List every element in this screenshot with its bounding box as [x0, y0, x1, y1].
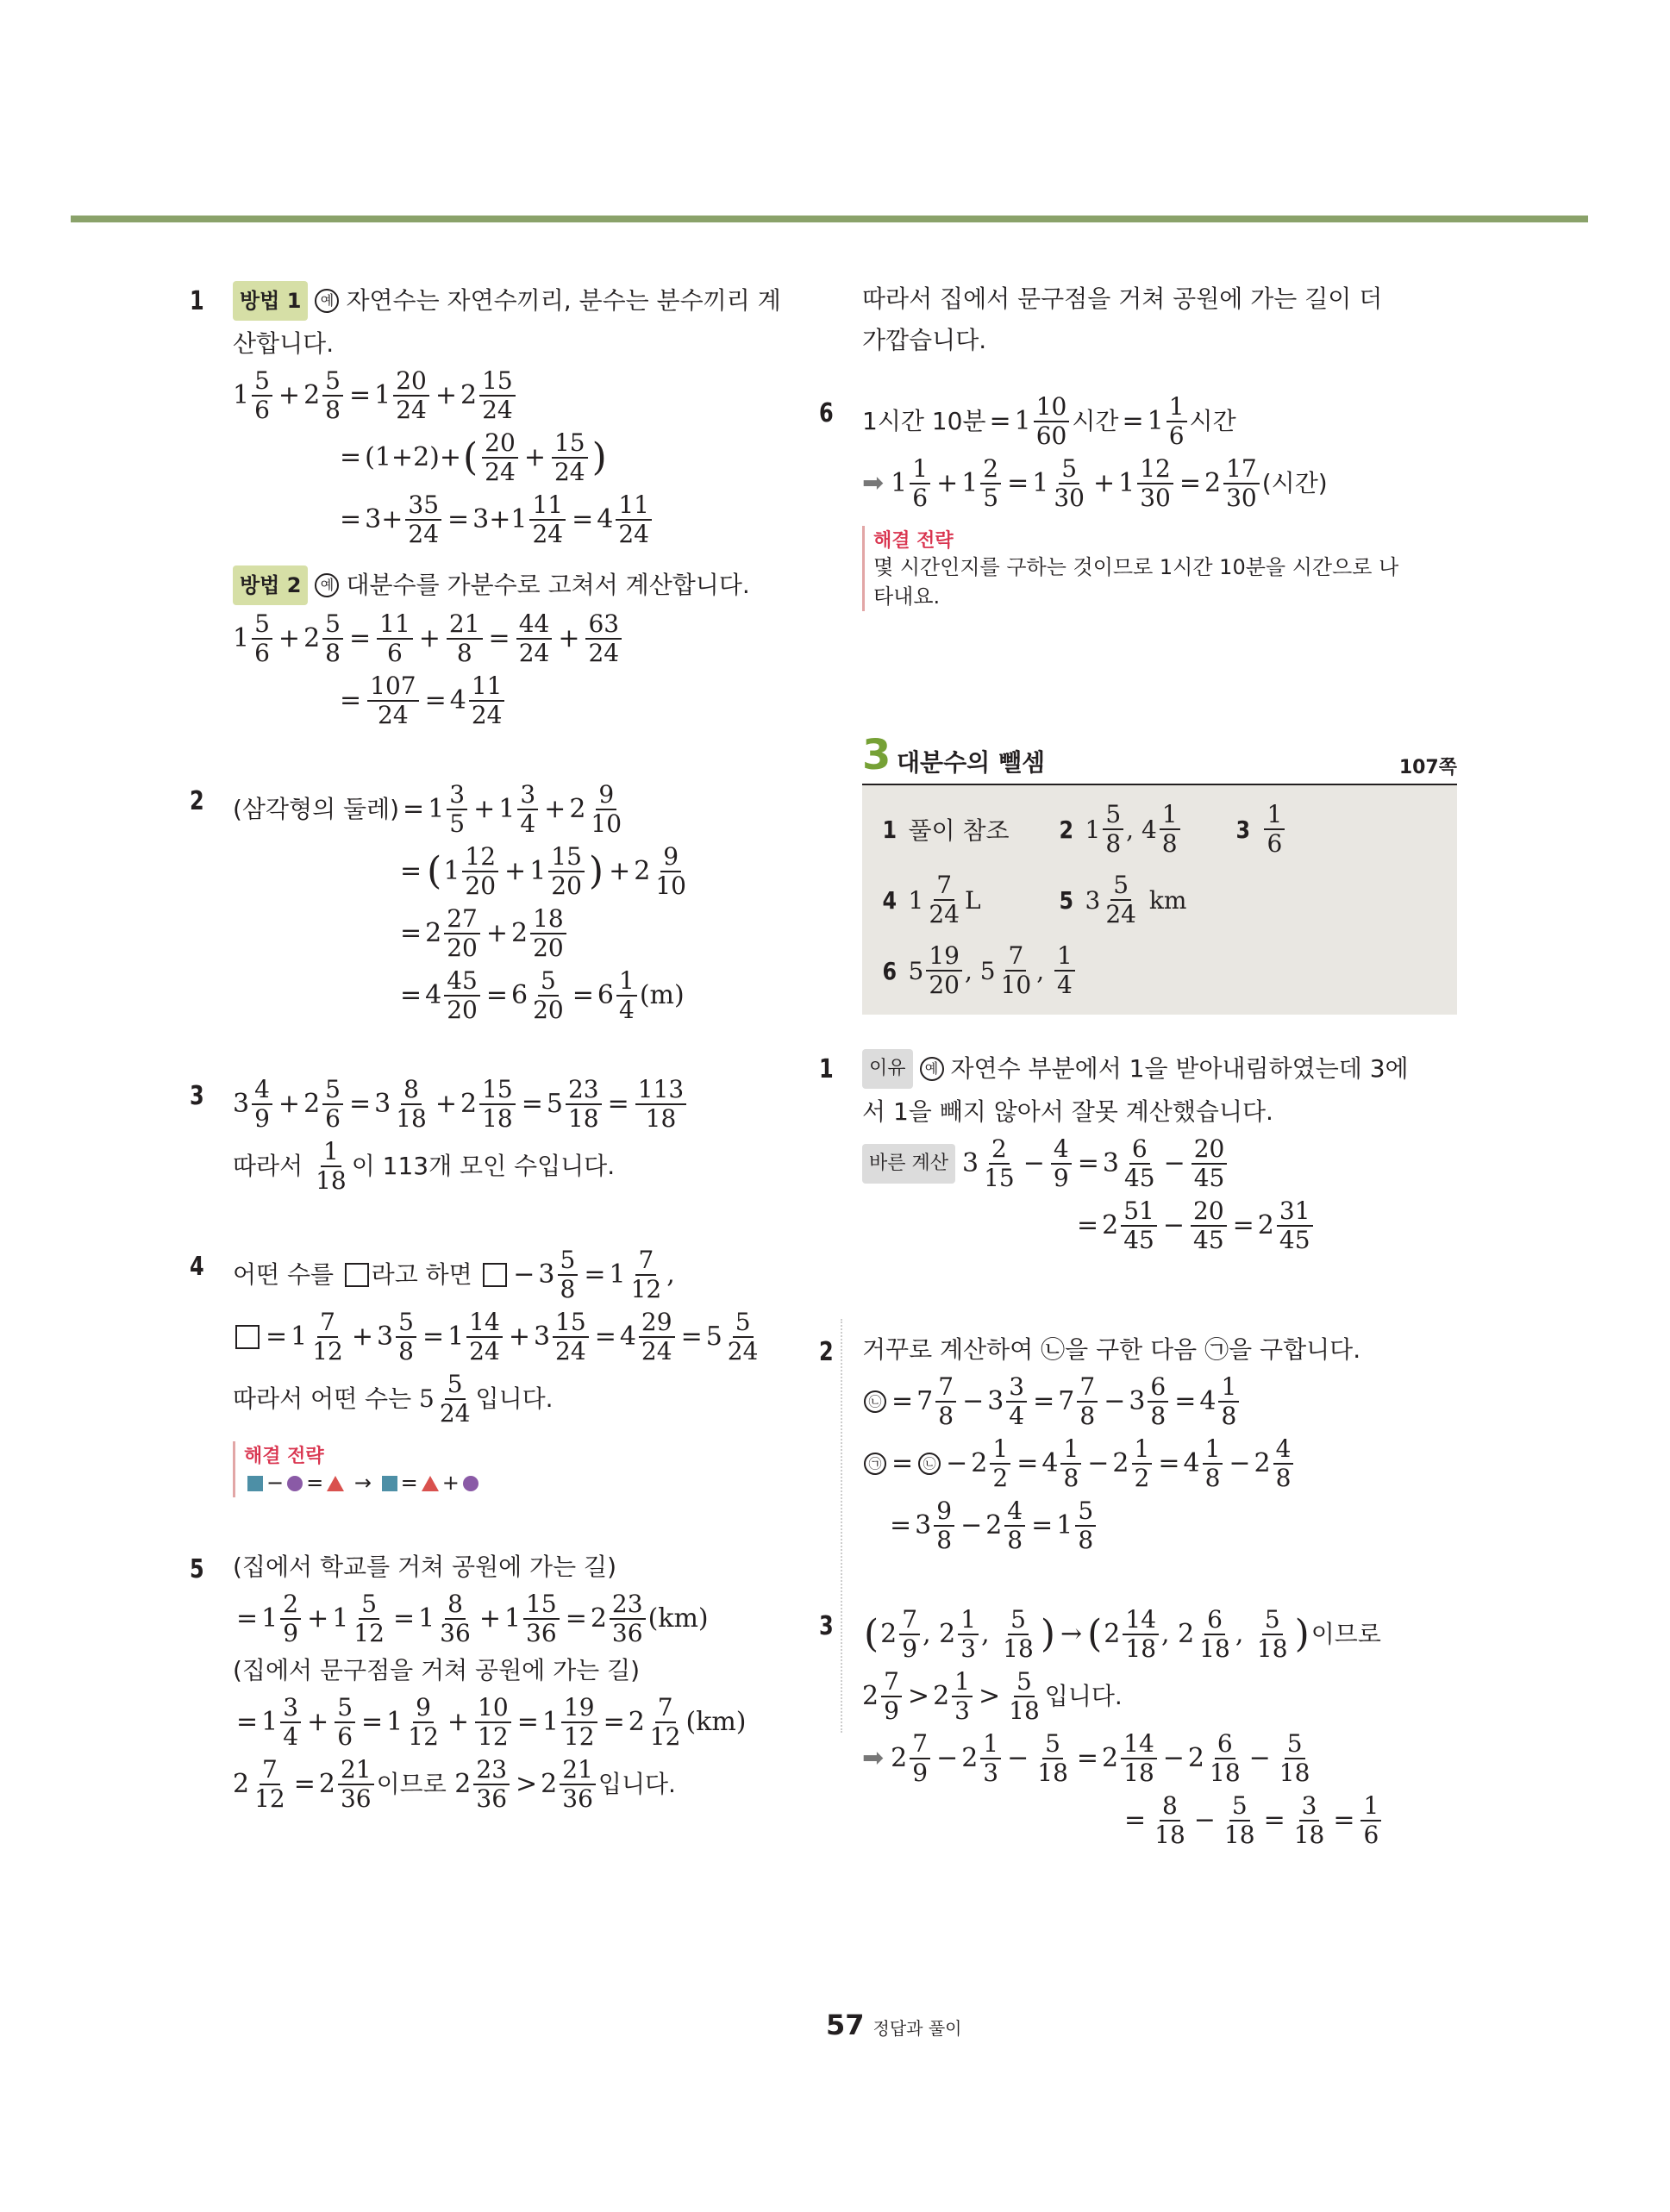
- answer-number: 3: [1235, 815, 1251, 844]
- problem-5-continued: [862, 281, 1457, 359]
- question-3: [819, 1605, 1457, 1849]
- equation-line: = 3+ $\frac{35}{24}$ = 3+1 $\frac{11}{24}$ = 4 $\frac{11}{24}$: [233, 491, 836, 548]
- triangle-shape-icon: [327, 1476, 344, 1491]
- answer-unit: L: [964, 885, 981, 915]
- blank-box: [235, 1325, 260, 1349]
- conclusion-text: 이 113개 모인 수입니다.: [351, 1152, 616, 1180]
- answer-item: 3 $\frac{1}{6}$: [1235, 801, 1287, 858]
- equation-line: 3 $\frac{4}{9}$ + 2 $\frac{5}{6}$ = 3 $\frac{8}{18}$ + 2 $\frac{15}{18}$ = 5 $\frac{23}{18}$ = $\frac{113}{18}$: [233, 1076, 836, 1133]
- answer-item: 2 1 $\frac{5}{8}$ , 4 $\frac{1}{8}$: [1058, 801, 1235, 858]
- answer-number: 5: [1059, 885, 1074, 915]
- answer-row: [881, 865, 1438, 935]
- shape-rule: − = → = +: [244, 1468, 836, 1497]
- route-label: (집에서 문구점을 거쳐 공원에 가는 길): [233, 1656, 641, 1684]
- answer-row: [881, 794, 1438, 865]
- strategy-box: [862, 526, 1457, 611]
- connector-text: 이므로: [376, 1770, 447, 1798]
- problem-number: 1: [819, 1054, 834, 1084]
- problem-text: 라고 하면: [371, 1260, 472, 1289]
- equation-line: = $\frac{8}{18}$ − $\frac{5}{18}$ = $\frac{3}{18}$ = $\frac{1}{6}$: [862, 1792, 1457, 1849]
- problem-2: [190, 780, 836, 1024]
- time-label: 1시간 10분: [862, 407, 986, 435]
- problem-text: 어떤 수를: [233, 1260, 335, 1289]
- problem-3: [190, 1075, 836, 1195]
- section-number: 3: [862, 731, 891, 779]
- circle-shape-icon: [463, 1476, 478, 1491]
- answer-row: [881, 935, 1438, 1006]
- strategy-title: 해결 전략: [873, 530, 954, 552]
- conclusion: 따라서 $\frac{1}{18}$ 이 113개 모인 수입니다.: [233, 1137, 616, 1195]
- method-text: 자연수는 자연수끼리, 분수는 분수끼리 계: [346, 286, 781, 315]
- correct-calc-tag: 바른 계산: [862, 1144, 955, 1184]
- answer-number: 4: [882, 885, 898, 915]
- equation-line: 1시간 10분 = 1 $\frac{10}{60}$ 시간 = 1 $\frac{1}{6}$ 시간: [862, 392, 1236, 450]
- problem-1-intro: [233, 281, 836, 321]
- strategy-box: [233, 1441, 836, 1497]
- column-divider: [841, 1319, 842, 1733]
- reason-text: 자연수 부분에서 1을 받아내림하였는데 3에: [950, 1054, 1409, 1083]
- equation-line: 1 $\frac{5}{6}$ + 2 $\frac{5}{8}$ = $\frac{11}{6}$ + $\frac{21}{8}$ = $\frac{44}{24}$ + $\frac{63}{24}$: [233, 610, 836, 667]
- answer-number: 2: [1059, 815, 1074, 844]
- equation-line: = 4 $\frac{45}{20}$ = 6 $\frac{5}{20}$ = 6 $\frac{1}{4}$ (m): [400, 966, 685, 1024]
- equation-line: ㉡ = 7 $\frac{7}{8}$ − 3 $\frac{3}{4}$ = 7 $\frac{7}{8}$ − 3 $\frac{6}{8}$ = 4 $\frac{1}{8}$: [862, 1373, 1457, 1430]
- right-column: [819, 276, 1457, 1901]
- method-text-cont: 산합니다.: [233, 329, 335, 358]
- problem-number: 3: [819, 1611, 834, 1641]
- blank-box: [483, 1263, 507, 1287]
- left-column: [190, 276, 836, 1865]
- conclusion-text: 가깝습니다.: [862, 326, 987, 354]
- answer-number: 6: [882, 956, 898, 985]
- equation-line: 2 $\frac{7}{9}$ > 2 $\frac{1}{3}$ > $\frac{5}{18}$ 입니다.: [862, 1667, 1123, 1725]
- question-2: [819, 1332, 1457, 1554]
- circled-label: ㉡: [918, 1453, 941, 1475]
- equation-line: = 2 $\frac{27}{20}$ + 2 $\frac{18}{20}$: [233, 905, 836, 962]
- circle-shape-icon: [287, 1476, 303, 1491]
- equation-line: = 1 $\frac{7}{12}$ + 3 $\frac{5}{8}$ = 1 $\frac{14}{24}$ + 3 $\frac{15}{24}$ = 4 $\frac{29}{24}$ = 5 $\frac{5}{24}$: [233, 1309, 836, 1365]
- route-label: (집에서 학교를 거쳐 공원에 가는 길): [233, 1553, 617, 1581]
- page-label: 정답과 풀이: [873, 2018, 962, 2039]
- problem-number: 2: [190, 786, 204, 816]
- reason-line: [862, 1049, 1457, 1089]
- problem-5: [190, 1549, 836, 1813]
- unit: 시간: [1189, 407, 1236, 435]
- equation-line: = 1 $\frac{2}{9}$ + 1 $\frac{5}{12}$ = 1 $\frac{8}{36}$ + 1 $\frac{15}{36}$ = 2 $\frac{23}{36}$ (km): [236, 1590, 709, 1647]
- method-2: [233, 565, 836, 605]
- reason-tag: 이유: [862, 1049, 913, 1089]
- section-header: [862, 732, 1457, 785]
- triangle-shape-icon: [422, 1476, 439, 1491]
- problem-6: [819, 392, 1457, 611]
- problem-number: 4: [190, 1252, 204, 1282]
- unit: (km): [685, 1707, 747, 1737]
- equation-line: ➡ 1 $\frac{1}{6}$ + 1 $\frac{2}{5}$ = 1 $\frac{5}{30}$ + 1 $\frac{12}{30}$ = 2 $\frac{17}{30}$ (시간): [862, 454, 1328, 512]
- equation-line: 바른 계산 3 $\frac{2}{15}$ − $\frac{4}{9}$ = 3 $\frac{6}{45}$ − $\frac{20}{45}$: [862, 1135, 1457, 1192]
- equation-line: = (1+2)+ ( $\frac{20}{24}$ + $\frac{15}{24}$ ): [340, 428, 607, 486]
- answer-box: [862, 785, 1457, 1015]
- answer-item: 4 1 $\frac{7}{24}$ L: [882, 871, 981, 928]
- blank-box: [345, 1263, 369, 1287]
- equation-line: 2 $\frac{7}{12}$ = 2 $\frac{21}{36}$ 이므로 2 $\frac{23}{36}$ > 2 $\frac{21}{36}$ 입니다.: [233, 1755, 676, 1813]
- equation-line: = ( 1 $\frac{12}{20}$ + 1 $\frac{15}{20}$ ) + 2 $\frac{9}{10}$: [400, 842, 686, 900]
- problem-4: [190, 1246, 836, 1497]
- problem-1: [190, 281, 836, 729]
- problem-number: 2: [819, 1337, 834, 1367]
- equation-line: ( 2 $\frac{7}{9}$ , 2 $\frac{1}{3}$ , $\frac{5}{18}$ ) → ( 2 $\frac{14}{18}$ , 2 $\frac{6}{18}$ , $\frac{5}{18}$ ) 이므로: [864, 1605, 1381, 1663]
- equation-line: (삼각형의 둘레) = 1 $\frac{3}{5}$ + 1 $\frac{3}{4}$ + 2 $\frac{9}{10}$: [233, 780, 622, 838]
- strategy-text: 몇 시간인지를 구하는 것이므로 1시간 10분을 시간으로 나: [873, 555, 1399, 579]
- method-text: 대분수를 가분수로 고쳐서 계산합니다.: [346, 571, 750, 599]
- unit: (km): [647, 1603, 709, 1634]
- unit: 시간: [1072, 407, 1119, 435]
- square-shape-icon: [382, 1476, 397, 1491]
- section-page: 107쪽: [1398, 757, 1457, 778]
- connector-text: 이므로: [1310, 1620, 1381, 1648]
- problem-number: 3: [190, 1081, 204, 1111]
- perimeter-label: (삼각형의 둘레): [233, 795, 400, 823]
- answer-item: [881, 812, 1058, 847]
- page-footer: [826, 2009, 962, 2041]
- unit: (시간): [1261, 469, 1328, 497]
- header-rule: [71, 216, 1588, 222]
- equation-line: ➡ 2 $\frac{7}{9}$ − 2 $\frac{1}{3}$ − $\frac{5}{18}$ = 2 $\frac{14}{18}$ − 2 $\frac{6}{18}$ − $\frac{5}{18}$: [862, 1729, 1310, 1787]
- equation-line: ㉠ = ㉡ − 2 $\frac{1}{2}$ = 4 $\frac{1}{8}$ − 2 $\frac{1}{2}$ = 4 $\frac{1}{8}$ − 2 $\frac{4}{8}$: [862, 1435, 1457, 1492]
- answer-value: 풀이 참조: [908, 816, 1010, 845]
- equation-line: 1 $\frac{5}{6}$ + 2 $\frac{5}{8}$ = 1 $\frac{20}{24}$ + 2 $\frac{15}{24}$: [233, 367, 836, 424]
- equation-line: 어떤 수를 라고 하면 − 3 $\frac{5}{8}$ = 1 $\frac{7}{12}$ ,: [233, 1246, 675, 1303]
- reason-text: 서 1을 빼지 않아서 잘못 계산했습니다.: [862, 1097, 1273, 1126]
- example-mark: 예: [315, 573, 339, 597]
- arrow-icon: ➡: [862, 468, 885, 498]
- connector-text: 입니다.: [597, 1770, 676, 1798]
- problem-text: 거꾸로 계산하여 ㉡을 구한 다음 ㉠을 구합니다.: [862, 1335, 1361, 1364]
- example-mark: 예: [920, 1057, 944, 1081]
- method-tag: 방법 2: [233, 565, 308, 605]
- section-title: 대분수의 뺄셈: [897, 748, 1046, 777]
- circled-label: ㉡: [864, 1390, 886, 1413]
- connector-text: 입니다.: [1044, 1682, 1123, 1710]
- strategy-text: 타내요.: [873, 584, 941, 609]
- arrow-icon: ➡: [862, 1743, 885, 1773]
- conclusion-text: 입니다.: [475, 1384, 554, 1413]
- unit: (m): [639, 980, 685, 1010]
- problem-number: 5: [190, 1554, 204, 1584]
- equation-line: = $\frac{107}{24}$ = 4 $\frac{11}{24}$: [233, 672, 836, 729]
- conclusion-text: 따라서 집에서 문구점을 거쳐 공원에 가는 길이 더: [862, 284, 1383, 313]
- answer-unit: km: [1148, 885, 1187, 915]
- equation-line: = 1 $\frac{3}{4}$ + $\frac{5}{6}$ = 1 $\frac{9}{12}$ + $\frac{10}{12}$ = 1 $\frac{19}{12}$ = 2 $\frac{7}{12}$ (km): [236, 1693, 747, 1751]
- strategy-title: 해결 전략: [244, 1446, 324, 1467]
- question-1: [819, 1049, 1457, 1254]
- problem-number: 1: [190, 286, 204, 316]
- square-shape-icon: [247, 1476, 263, 1491]
- answer-item: 5 3 $\frac{5}{24}$ km: [1059, 871, 1187, 928]
- method-tag: 방법 1: [233, 281, 308, 321]
- circled-label: ㉠: [864, 1453, 886, 1475]
- equation-line: = 3 $\frac{9}{8}$ − 2 $\frac{4}{8}$ = 1 $\frac{5}{8}$: [862, 1497, 1457, 1554]
- conclusion-text: 따라서: [233, 1152, 303, 1180]
- equation-line: = 2 $\frac{51}{45}$ − $\frac{20}{45}$ = 2 $\frac{31}{45}$: [862, 1197, 1457, 1254]
- answer-item: 6 5 $\frac{19}{20}$ , 5 $\frac{7}{10}$ , $\frac{1}{4}$: [881, 942, 1078, 999]
- conclusion: 따라서 어떤 수는 5 $\frac{5}{24}$ 입니다.: [233, 1370, 554, 1428]
- problem-number: 6: [819, 398, 834, 428]
- answer-number: 1: [882, 815, 898, 844]
- example-mark: 예: [315, 289, 339, 313]
- conclusion-text: 따라서 어떤 수는: [233, 1384, 412, 1413]
- page-number: 57: [826, 2009, 865, 2041]
